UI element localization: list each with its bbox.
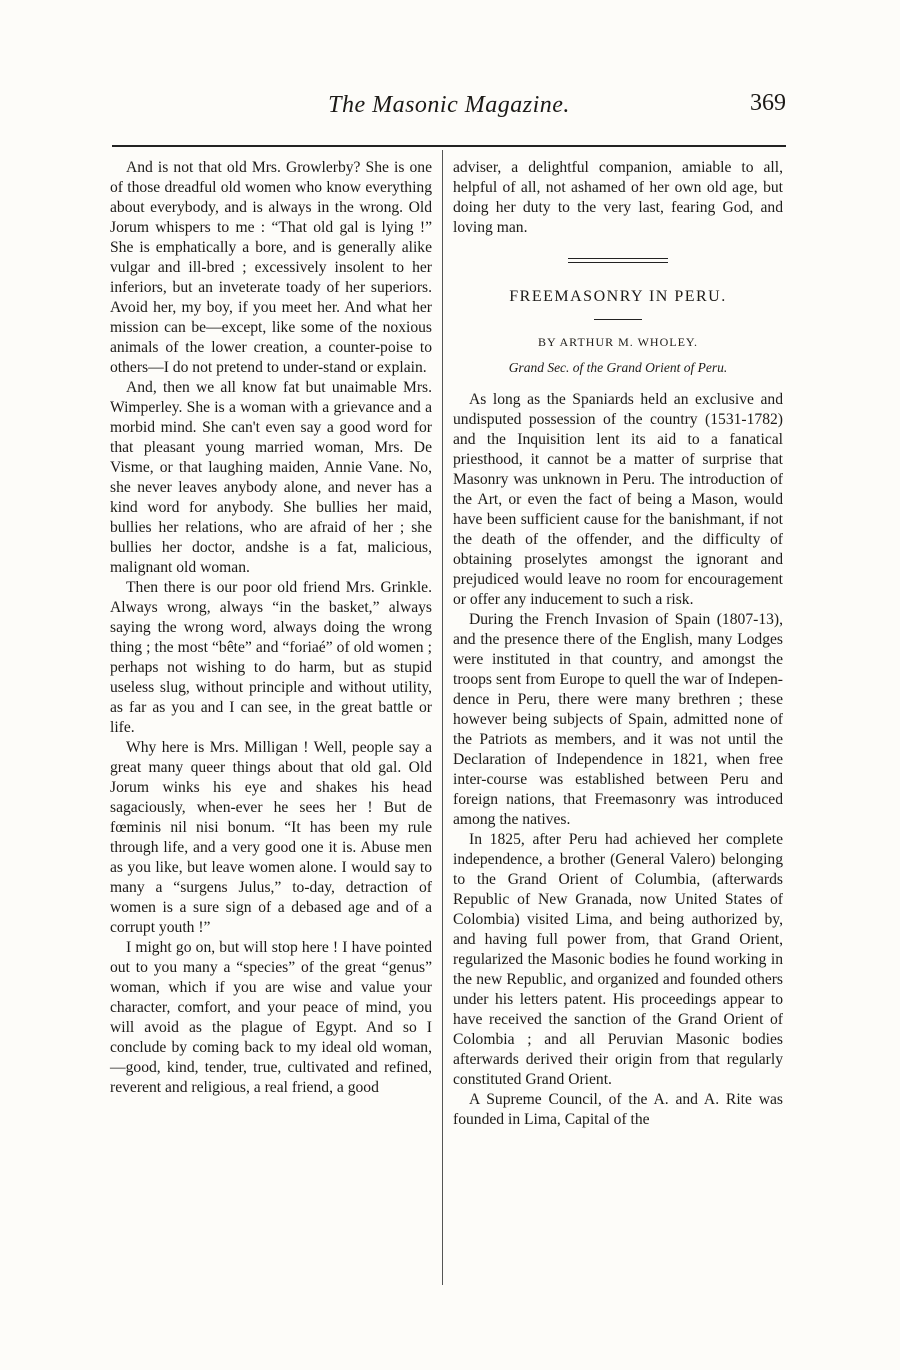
- paragraph: As long as the Spaniards held an exclusive and undisputed possession of the country (1531-1782) and the Inquisition lent its aid to a fanatical priesthood, it cannot be a matter of surprise that Masonry was unknown in Peru. The introduction of the Art, or even the fact of being a Mason, would have been sufficient cause for the banishmant, if not the death of the offender, and the difficulty of obtaining proselytes amongst the ignorant and prejudiced would leave no room for encouragement or offer any inducement to such a risk.: [453, 391, 783, 608]
- running-title: The Masonic Magazine.: [328, 92, 570, 118]
- paragraph: In 1825, after Peru had achieved her complete independence, a brother (General Valero) belonging to the Grand Orient of Columbia, (afterwards Republic of New Granada, now United States of Colombia) visited Lima, and being authorized by, and having full power from, that Grand Orient, regularized the Masonic bodies he found working in the new Republic, and organized and founded others under his letters patent. His proceedings appear to have received the sanction of the Grand Orient of Colombia ; and all Peruvian Masonic bodies afterwards derived their origin from that regularly constituted Grand Orient.: [453, 831, 783, 1088]
- right-column: [453, 158, 783, 1130]
- page-header: [112, 92, 786, 132]
- title-rule: [594, 319, 642, 320]
- byline: BY ARTHUR M. WHOLEY.: [537, 335, 699, 349]
- page-number: 369: [750, 90, 786, 116]
- continued-paragraph: adviser, a delightful companion, amiable to all, helpful of all, not ashamed of her own old age, but doing her duty to the very last, fearing God, and loving man.: [453, 159, 783, 236]
- column-rule: [442, 150, 443, 1285]
- paragraph: And is not that old Mrs. Growlerby? She is one of those dreadful old women who know everything about everybody, and is always in the wrong. Old Jorum whispers to me : “That old gal is lying !” She is emphatically a bore, and is generally alike vulgar and ill-bred ; excessively insolent to her inferiors, but an inveterate toady of her superiors. Avoid her, my boy, if you meet her. And what her mission can be—except, like some of the noxious animals of the lower creation, a counter-poise to others—I do not pretend to under-stand or explain.: [110, 159, 432, 376]
- header-rule: [112, 145, 786, 147]
- left-column: [110, 158, 432, 1098]
- section-divider: [568, 258, 668, 263]
- paragraph: During the French Invasion of Spain (1807-13), and the presence there of the English, many Lodges were instituted in that country, and amongst the troops sent from Europe to quell the war of Indepen-dence in Peru, there were many brethren ; these however being subjects of Spain, admitted none of the Patriots as members, and it was not until the Declaration of Independence in 1821, when free inter-course was established between Peru and foreign nations, that Freemasonry was introduced among the natives.: [453, 611, 783, 828]
- paragraph: A Supreme Council, of the A. and A. Rite was founded in Lima, Capital of the: [453, 1091, 783, 1128]
- paragraph: Why here is Mrs. Milligan ! Well, people say a great many queer things about that old gal. Old Jorum winks his eye and shakes his head sagaciously, when-ever he sees her ! But de fœminis nil nisi bonum. “It has been my rule through life, and a very good one it is. Abuse men as you like, but leave women alone. I would say to many a “surgens Julus,” to-day, detraction of women is a sure sign of a debased age and of a corrupt youth !”: [110, 739, 432, 936]
- paragraph: I might go on, but will stop here ! I have pointed out to you many a “species” of the great “genus” woman, which if you are wise and value your character, comfort, and your peace of mind, you will avoid as the plague of Egypt. And so I conclude by coming back to my ideal old woman,—good, kind, tender, true, cultivated and refined, reverent and religious, a real friend, a good: [110, 939, 432, 1096]
- author-affiliation: Grand Sec. of the Grand Orient of Peru.: [508, 360, 728, 375]
- paragraph: Then there is our poor old friend Mrs. Grinkle. Always wrong, always “in the basket,” always saying the wrong word, always doing the wrong thing ; the most “bête” and “foriaé” of old women ; perhaps not wishing to do harm, but as stupid useless slug, without principle and without utility, as far as you and I can see, in the great battle or life.: [110, 579, 432, 736]
- paragraph: And, then we all know fat but unaimable Mrs. Wimperley. She is a woman with a grievance and a morbid mind. She can't even say a good word for that pleasant young married woman, Mrs. De Visme, or that laughing maiden, Annie Vane. No, she never leaves anybody alone, and never has a kind word for anybody. She bullies her maid, bullies her relations, who are afraid of her ; she bullies her doctor, andshe is a fat, malicious, malignant old woman.: [110, 379, 432, 576]
- article-title: FREEMASONRY IN PERU.: [509, 288, 727, 305]
